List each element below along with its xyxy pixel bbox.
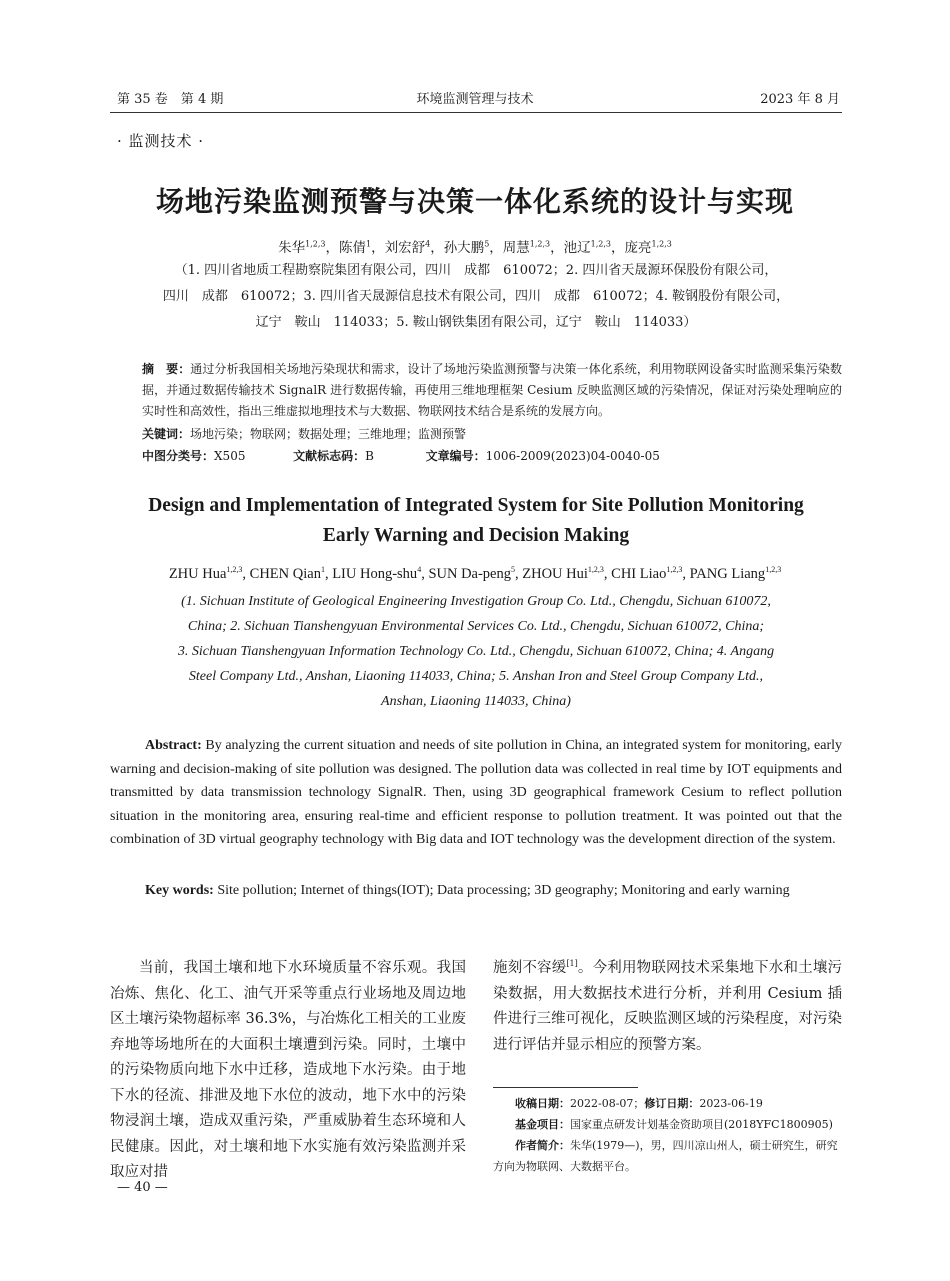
- body-right-text-start: 施刻不容缓: [493, 960, 567, 976]
- header-rule: [110, 112, 842, 113]
- header-journal: 环境监测管理与技术: [416, 92, 534, 107]
- title-en: [100, 491, 852, 551]
- footnote-author: [493, 1135, 842, 1177]
- author-affiliation-sup: 1,2,3: [651, 239, 672, 249]
- footnote-dates: [493, 1093, 842, 1114]
- affiliation-en-line: (1. Sichuan Institute of Geological Engineering Investigation Group Co. Ltd., Chengdu, Sichuan 610072,: [181, 594, 771, 609]
- body-left-text: 当前，我国土壤和地下水环境质量不容乐观。我国冶炼、焦化、化工、油气开采等重点行业场地及周边地区土壤污染物超标率 36.3%，与冶炼化工相关的工业废弃地等场地所在的大面积土壤遭到污染。同时，土壤中的污染物质向地下水中迁移，造成地下水污染。由于地下水的径流、排泄及地下水位的波动，地下水中的污染物浸润土壤，造成双重污染，严重威胁着生态环境和人民健康。因此，对土壤和地下水实施有效污染监测并采取应对措: [110, 960, 466, 1180]
- keywords-en-text: Site pollution; Internet of things(IOT); Data processing; 3D geography; Monitoring and early warning: [217, 883, 790, 898]
- affiliation-line: 辽宁 鞍山 114033；5. 鞍山钢铁集团有限公司，辽宁 鞍山 114033）: [255, 315, 697, 330]
- article-number-label: 文章编号：: [425, 449, 486, 463]
- author-bio-label: 作者简介：: [515, 1139, 570, 1152]
- classification-row: [142, 446, 842, 467]
- author-name: 周慧: [502, 240, 530, 256]
- author-name: 朱华: [278, 240, 306, 256]
- author-affiliation-sup: 1: [366, 239, 372, 249]
- affiliations-cn: [110, 258, 842, 336]
- author-name: 池辽: [563, 240, 591, 256]
- keywords-cn: [142, 424, 842, 445]
- clc-label: 中图分类号：: [142, 449, 215, 463]
- author-affiliation-sup: 1: [320, 565, 325, 575]
- section-label: · 监测技术 ·: [117, 132, 205, 150]
- authors-en: ZHU Hua$^{1,2,3}$, CHEN Qian$^1$, LIU Hong-shu$^4$, SUN Da-peng$^5$, ZHOU Hui$^{1,2,3}$, CHI Liao$^{1,2,3}$, PANG Liang$^{1,2,3}$: [168, 565, 782, 582]
- author-name: 孙大鹏: [443, 240, 485, 256]
- affiliation-en-line: China; 2. Sichuan Tianshengyuan Environmental Services Co. Ltd., Chengdu, Sichuan 610072, China;: [187, 619, 765, 634]
- received-value: 2022-08-07；: [570, 1097, 645, 1110]
- author-affiliation-sup: 4: [417, 565, 422, 575]
- footnote-rule: [493, 1087, 638, 1088]
- clc-value: X505: [214, 449, 246, 463]
- article-number-value: 1006-2009(2023)04-0040-05: [485, 449, 660, 463]
- author-name: PANG Liang: [689, 566, 766, 582]
- author-affiliation-sup: 1,2,3: [765, 565, 782, 575]
- keywords-en: [110, 879, 842, 903]
- author-name: CHI Liao: [611, 566, 667, 582]
- revised-label: 修订日期：: [644, 1097, 700, 1110]
- author-affiliation-sup: 1,2,3: [305, 239, 326, 249]
- fund-value: 国家重点研发计划基金资助项目(2018YFC1800905): [570, 1118, 833, 1131]
- author-name: 陈倩: [339, 240, 366, 256]
- revised-value: 2023-06-19: [699, 1097, 763, 1110]
- author-affiliation-sup: 4: [425, 239, 431, 249]
- abstract-cn-label: 摘 要：: [142, 362, 191, 376]
- author-affiliation-sup: 1,2,3: [590, 239, 611, 249]
- author-affiliation-sup: 1,2,3: [226, 565, 243, 575]
- author-name: LIU Hong-shu: [332, 566, 418, 582]
- header-volume: 第 35 卷 第 4 期: [117, 92, 224, 107]
- author-affiliation-sup: 1,2,3: [666, 565, 683, 575]
- author-name: ZHU Hua: [168, 566, 227, 582]
- abstract-en-text: By analyzing the current situation and needs of site pollution in China, an integrated system for monitoring, early warning and decision-making of site pollution was designed. The pollution data was collected in real time by IOT equipments and transmitted by data transmission technology SignalR. Then, using 3D geographical framework Cesium to reflect pollution situation in the monitoring area, ensuring real-time and efficient response to pollution treatment. It was pointed out that the combination of 3D virtual geography technology with Big data and IOT technology was the development direction of the system.: [110, 738, 842, 847]
- abstract-en-label: Abstract:: [145, 738, 202, 753]
- affiliation-line: 四川 成都 610072；3. 四川省天晟源信息技术有限公司，四川 成都 610072；4. 鞍钢股份有限公司，: [162, 289, 790, 304]
- abstract-en: [110, 734, 842, 852]
- keywords-cn-label: 关键词：: [142, 427, 191, 441]
- author-name: CHEN Qian: [249, 566, 321, 582]
- keywords-en-label: Key words:: [145, 883, 214, 898]
- title-en-line: Design and Implementation of Integrated System for Site Pollution Monitoring: [148, 495, 804, 516]
- header-date: 2023 年 8 月: [760, 92, 840, 107]
- doc-code-label: 文献标志码：: [293, 449, 366, 463]
- page-number: — 40 —: [117, 1180, 168, 1195]
- author-affiliation-sup: 1,2,3: [529, 239, 551, 249]
- abstract-cn-text: 通过分析我国相关场地污染现状和需求，设计了场地污染监测预警与决策一体化系统，利用物联网设备实时监测采集污染数据，并通过数据传输技术 SignalR 进行数据传输，再使用三维地理框架 Cesium 反映监测区域的污染情况，保证对污染处理响应的实时性和高效性，指出三维虚拟地理技术与大数据、物联网技术结合是系统的发展方向。: [142, 362, 842, 418]
- abstract-cn: [142, 359, 842, 422]
- affiliation-line: （1. 四川省地质工程勘察院集团有限公司，四川 成都 610072；2. 四川省天晟源环保股份有限公司，: [174, 263, 778, 278]
- author-affiliation-sup: 1,2,3: [587, 565, 604, 575]
- authors-cn: 朱华$^{1,2,3}$，陈倩$^1$，刘宏舒$^4$，孙大鹏$^5$，周慧$^{1,2,3}$，池辽$^{1,2,3}$，庞亮$^{1,2,3}$: [278, 239, 672, 256]
- citation-ref[interactable]: [1]: [566, 959, 578, 969]
- author-bio-value: 朱华(1979—)，男，四川凉山州人，硕士研究生，研究方向为物联网、大数据平台。: [493, 1139, 838, 1173]
- doc-code-value: B: [365, 449, 374, 463]
- affiliation-en-line: 3. Sichuan Tianshengyuan Information Technology Co. Ltd., Chengdu, Sichuan 610072, China; 4. Angang: [177, 644, 775, 659]
- body-column-right: [493, 956, 842, 1058]
- fund-label: 基金项目：: [515, 1118, 570, 1131]
- title-cn: 场地污染监测预警与决策一体化系统的设计与实现: [155, 185, 794, 218]
- affiliation-en-line: Steel Company Ltd., Anshan, Liaoning 114033, China; 5. Anshan Iron and Steel Group Company Ltd.,: [188, 669, 764, 684]
- title-en-line: Early Warning and Decision Making: [322, 525, 630, 546]
- author-name: SUN Da-peng: [428, 566, 511, 582]
- footnote-fund: [493, 1114, 842, 1135]
- author-affiliation-sup: 5: [484, 239, 490, 249]
- affiliation-en-line: Anshan, Liaoning 114033, China): [381, 694, 571, 709]
- body-right-text-end: 。今利用物联网技术采集地下水和土壤污染数据，用大数据技术进行分析，并利用 Cesium 插件进行三维可视化，反映监测区域的污染程度，对污染进行评估并显示相应的预警方案。: [493, 960, 843, 1053]
- author-name: 刘宏舒: [384, 240, 426, 256]
- keywords-cn-text: 场地污染；物联网；数据处理；三维地理；监测预警: [190, 427, 467, 441]
- author-name: 庞亮: [624, 240, 652, 256]
- body-column-left: [110, 956, 466, 1186]
- received-label: 收稿日期：: [515, 1097, 570, 1110]
- author-affiliation-sup: 5: [511, 565, 515, 575]
- author-name: ZHOU Hui: [522, 566, 588, 582]
- affiliations-en: [110, 589, 842, 714]
